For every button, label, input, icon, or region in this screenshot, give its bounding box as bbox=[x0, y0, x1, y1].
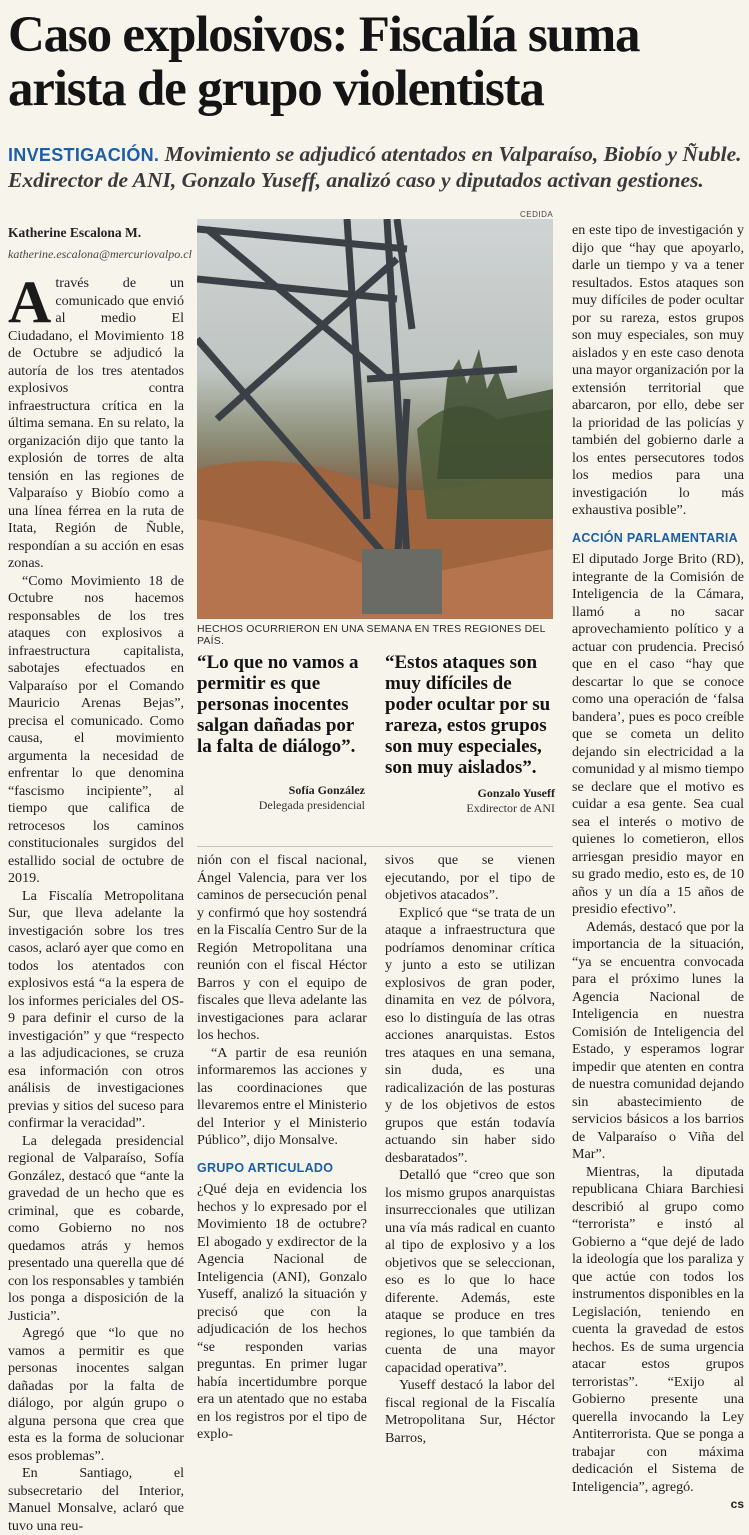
photo-credit: CEDIDA bbox=[520, 210, 554, 219]
paragraph: sivos que se vienen ejecutando, por el tipo de objetivos atacados”. bbox=[385, 852, 555, 903]
paragraph: Detalló que “creo que son los mismo grupos anarquistas insurreccionales que utilizan una vía más radical en cuanto al tipo de explosivo y a los objetivos que se seleccionan, eso es lo que lo hace diferente. Además, este ataque se produce en tres regiones, lo que también da cuenta de una mayor capacidad operativa”. bbox=[385, 1167, 555, 1376]
headline: Caso explosivos: Fiscalía suma arista de grupo violentista bbox=[8, 7, 640, 117]
tower-illustration bbox=[197, 219, 553, 619]
subhead-accion-parlamentaria: ACCIÓN PARLAMENTARIA bbox=[572, 530, 738, 545]
column-1 bbox=[8, 224, 192, 1535]
paragraph: Agregó que “lo que no vamos a permitir es que personas inocentes salgan dañadas por la falta de diálogo, por algún grupo o alguna persona que crea que esta es la forma de solucionar esos problemas”. bbox=[8, 1325, 184, 1464]
subhead-grupo-articulado: GRUPO ARTICULADO bbox=[197, 1160, 334, 1175]
quote-name: Sofía González bbox=[288, 783, 365, 797]
paragraph: nión con el fiscal nacional, Ángel Valencia, para ver los caminos de persecución penal y confirmó que hoy sostendrá en la Fiscalía Centro Sur de la Región Metropolitana una reunión con el fiscal Héctor Barros y con el equipo de fiscales que lleva adelante las investigaciones para aclarar los hechos. bbox=[197, 852, 367, 1043]
paragraph: En Santiago, el subsecretario del Interior, Manuel Monsalve, aclaró que tuvo una reu- bbox=[8, 1465, 184, 1534]
quote-role: Delegada presidencial bbox=[258, 798, 365, 812]
paragraph: ¿Qué deja en evidencia los hechos y lo expresado por el Movimiento 18 de octubre? El abogado y exdirector de la Agencia Nacional de Inteligencia (ANI), Gonzalo Yuseff, analizó la situación y precisó que con la adjudicación de los hechos “se responden varias preguntas. En primer lugar había incertidumbre porque era un atentado que no estaba en los registros por el tipo de explo- bbox=[197, 1181, 367, 1442]
author-email[interactable]: katherine.escalona@mercuriovalpo.cl bbox=[8, 246, 192, 261]
paragraph: La Fiscalía Metropolitana Sur, que lleva adelante la investigación sobre los tres casos, aclaró ayer que como en todos los atentados con explosivos está “a la espera de los informes periciales del OS-9 para definir el curso de la investigación” y que “respecto a las adjudicaciones, se cruza esa información con otros análisis de investigaciones previas y sitios del suceso para confirmar la veracidad”. bbox=[8, 887, 184, 1131]
pull-quote-2 bbox=[385, 652, 555, 816]
quote-name: Gonzalo Yuseff bbox=[477, 786, 555, 800]
quote-divider bbox=[197, 846, 553, 847]
deck-text: Movimiento se adjudicó atentados en Valparaíso, Biobío y Ñuble. Exdirector de ANI, Gonzalo Yuseff, analizó caso y diputados activan gestiones. bbox=[8, 142, 742, 192]
drop-cap: A bbox=[8, 269, 52, 335]
deck-kicker: INVESTIGACIÓN. bbox=[8, 145, 160, 165]
quote-text: “Estos ataques son muy difíciles de poder ocultar por su rareza, estos grupos son muy especiales, son muy aislados”. bbox=[385, 652, 551, 778]
paragraph: Através de un comunicado que envió al medio El Ciudadano, el Movimiento 18 de Octubre se adjudicó la autoría de los tres atentados explosivos contra infraestructura crítica en la última semana. En su relato, la organización dijo que tanto la explosión de torres de alta tensión en las regiones de Valparaíso y Biobío como a una línea férrea en la ruta de Itata, Región de Ñuble, respondían a su acción en esas zonas. bbox=[8, 269, 184, 571]
quote-role: Exdirector de ANI bbox=[466, 801, 555, 815]
photo-caption: HECHOS OCURRIERON EN UNA SEMANA EN TRES REGIONES DEL PAÍS. bbox=[197, 623, 546, 647]
column-4 bbox=[572, 222, 744, 1514]
pull-quote-1 bbox=[197, 652, 365, 813]
deck bbox=[8, 142, 743, 193]
column-2 bbox=[197, 852, 367, 1444]
tower-photo bbox=[197, 219, 553, 619]
paragraph: La delegada presidencial regional de Valparaíso, Sofía González, destacó que “ante la gravedad de un hecho que es criminal, que es cobarde, como Gobierno no nos quedamos atrás y hemos presentado una querella que dé con los responsables y también los ponga a disposición de la Justicia”. bbox=[8, 1132, 184, 1324]
column-3 bbox=[385, 852, 555, 1447]
end-mark: cs bbox=[730, 1497, 744, 1511]
paragraph: “A partir de esa reunión informaremos las acciones y las coordinaciones que llevaremos entre el Ministerio del Interior y el Ministerio Público”, dijo Monsalve. bbox=[197, 1044, 367, 1148]
paragraph: en este tipo de investigación y dijo que “hay que apoyarlo, darle un tiempo y va a tener resultados. Estos ataques son muy difíciles de poder ocultar por su rareza, estos grupos son muy especiales, son muy aislados y en este caso denota una mayor organización por la extensión territorial que abarcaron, por ello, debe ser la prioridad de las policías y también del gobierno darle a los entes persecutores todos los medios para una investigación lo más exhaustiva posible”. bbox=[572, 222, 744, 518]
paragraph: El diputado Jorge Brito (RD), integrante de la Comisión de Inteligencia de la Cámara, llamó a no sacar aprovechamiento político y a actuar con prudencia. Precisó que en el caso “hay que descartar lo que se conoce como una operación de ‘falsa bandera’, pues es poco creíble que se cometa un delito dejando sin electricidad a la comunidad y al mismo tiempo se declare que el motivo es cuidar a esa gente. Sea cual sea el interés o motivo de quienes lo cometieron, ellos arriesgan presidio mayor en su grado medio, esto es, de 10 años y un día a 15 años de presidio efectivo”. bbox=[572, 551, 744, 917]
quote-text: “Lo que no vamos a permitir es que personas inocentes salgan dañadas por la falta de diálogo”. bbox=[197, 652, 359, 757]
paragraph: “Como Movimiento 18 de Octubre nos hacemos responsables de los tres ataques con explosivos a infraestructura capitalista, sabotajes efectuados en Valparaíso por el Comando Mauricio Arenas Bejas”, precisa el comunicado. Como causa, el movimiento argumenta la necesidad de enfrentar lo que denomina “fascismo incipiente”, al tiempo que califica de retrocesos los caminos constitucionales surgidos del estallido social de octubre de 2019. bbox=[8, 572, 184, 886]
paragraph: Yuseff destacó la labor del fiscal regional de la Fiscalía Metropolitana Sur, Héctor Barros, bbox=[385, 1377, 555, 1446]
paragraph: Explicó que “se trata de un ataque a infraestructura que podríamos denominar crítica y junto a esto se utilizan explosivos de gran poder, dinamita en vez de pólvora, eso lo distinguía de las otras acciones anarquistas. Estos tres ataques en una semana, sin duda, es una radicalización de las posturas y de los objetivos de estos grupos que están todavía actuando sin haber sido desbaratados”. bbox=[385, 904, 555, 1166]
author-name: Katherine Escalona M. bbox=[8, 225, 142, 240]
paragraph: Mientras, la diputada republicana Chiara Barchiesi describió al grupo como “terrorista” e instó al Gobierno a “que dejé de lado la ideología que los paraliza y que actúe con todos los instrumentos disponibles en la Legislación, teniendo en cuenta la gravedad de estos hechos. Es de suma urgencia atacar estos grupos terroristas”. “Exijo al Gobierno presente una querella invocando la Ley Antiterrorista. Que se ponga a trabajar con máxima dedicación el Sistema de Inteligencia”, agregó. bbox=[572, 1163, 744, 1495]
paragraph: Además, destacó que por la importancia de la situación, “ya se encuentra convocada para el próximo lunes la Agencia Nacional de Inteligencia en nuestra Comisión de Inteligencia del Estado, y esperamos lograr impedir que atenten en contra de nuestra comunidad dejando sin abastecimiento de servicios básicos a los barrios de Valparaíso o Viña del Mar”. bbox=[572, 918, 744, 1162]
